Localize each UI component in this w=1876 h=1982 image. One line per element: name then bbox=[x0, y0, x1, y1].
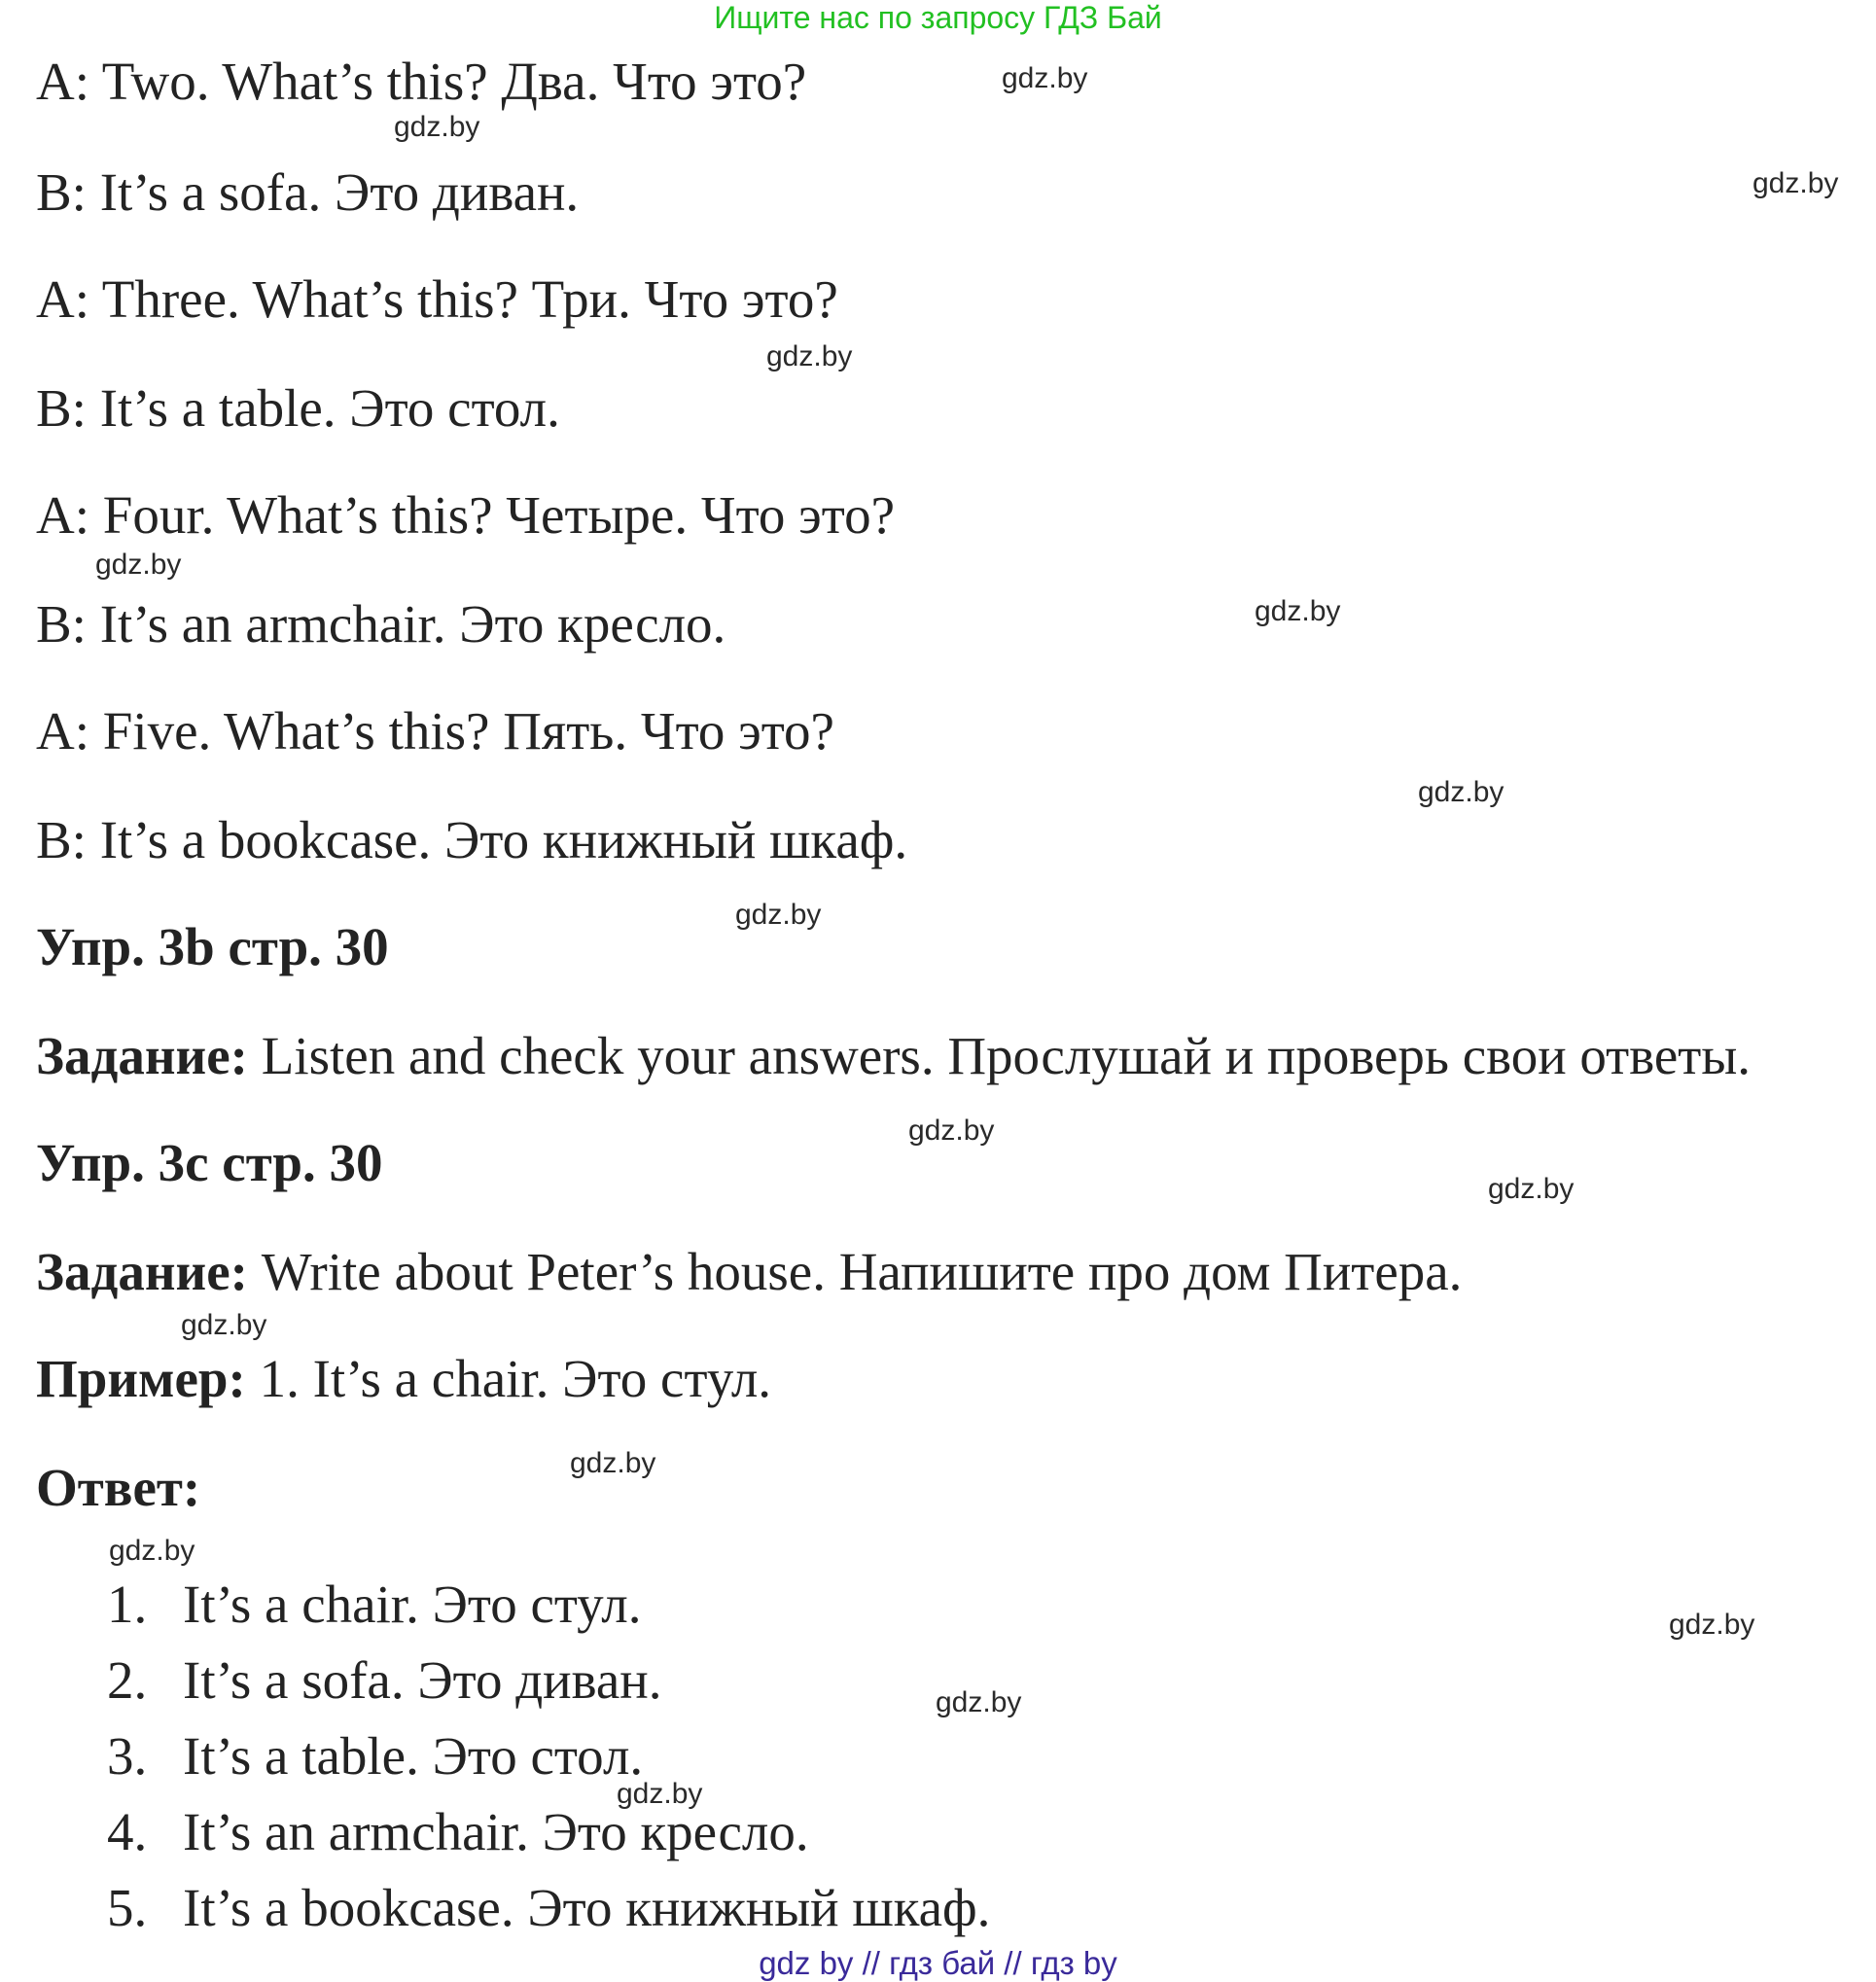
example-text: 1. It’s a chair. Это стул. bbox=[245, 1349, 772, 1408]
task-text: Listen and check your answers. Прослушай и проверь свои ответы. bbox=[247, 1026, 1752, 1085]
watermark: gdz.by bbox=[936, 1686, 1022, 1718]
dialogue-line: B: It’s a sofa. Это диван. bbox=[36, 162, 580, 222]
watermark: gdz.by bbox=[1752, 167, 1839, 199]
watermark: gdz.by bbox=[1669, 1609, 1755, 1641]
dialogue-line: B: It’s a table. Это стол. bbox=[36, 378, 560, 438]
dialogue-line: A: Five. What’s this? Пять. Что это? bbox=[36, 701, 834, 761]
exercise-3c-example bbox=[36, 1348, 771, 1410]
exercise-3c-task bbox=[36, 1241, 1462, 1303]
watermark: gdz.by bbox=[570, 1447, 656, 1479]
watermark: gdz.by bbox=[766, 340, 853, 372]
dialogue-line: B: It’s an armchair. Это кресло. bbox=[36, 594, 726, 654]
watermark: gdz.by bbox=[735, 899, 822, 931]
dialogue-line: B: It’s a bookcase. Это книжный шкаф. bbox=[36, 810, 908, 869]
task-label: Задание: bbox=[36, 1026, 248, 1085]
watermark: gdz.by bbox=[908, 1115, 995, 1147]
example-label: Пример: bbox=[36, 1349, 246, 1408]
watermark: gdz.by bbox=[617, 1778, 703, 1810]
watermark: gdz.by bbox=[1255, 595, 1341, 627]
watermark: gdz.by bbox=[1488, 1173, 1575, 1205]
watermark: gdz.by bbox=[1418, 776, 1504, 808]
dialogue-line: A: Four. What’s this? Четыре. Что это? bbox=[36, 485, 895, 545]
watermark: gdz.by bbox=[109, 1535, 195, 1567]
dialogue-line: A: Three. What’s this? Три. Что это? bbox=[36, 269, 838, 329]
exercise-3b-title: Упр. 3b стр. 30 bbox=[36, 917, 389, 976]
task-label: Задание: bbox=[36, 1242, 248, 1301]
exercise-3c-title: Упр. 3c стр. 30 bbox=[36, 1133, 383, 1192]
answer-item: 4. It’s an armchair. Это кресло. bbox=[107, 1802, 809, 1861]
watermark: gdz.by bbox=[1002, 62, 1088, 94]
footer-links: gdz by // гдз бай // гдз by bbox=[759, 1945, 1117, 1981]
watermark: gdz.by bbox=[181, 1309, 267, 1341]
answer-item: 3. It’s a table. Это стол. bbox=[107, 1726, 644, 1786]
answer-item: 5. It’s a bookcase. Это книжный шкаф. bbox=[107, 1878, 991, 1937]
watermark: gdz.by bbox=[95, 549, 182, 581]
task-text: Write about Peter’s house. Напишите про дом Питера. bbox=[247, 1242, 1463, 1301]
search-hint-header: Ищите нас по запросу ГДЗ Бай bbox=[714, 0, 1162, 35]
answer-item: 2. It’s a sofa. Это диван. bbox=[107, 1650, 662, 1710]
exercise-3b-task bbox=[36, 1025, 1751, 1087]
dialogue-line: A: Two. What’s this? Два. Что это? bbox=[36, 52, 807, 111]
watermark: gdz.by bbox=[394, 111, 480, 143]
answer-item: 1. It’s a chair. Это стул. bbox=[107, 1575, 642, 1634]
answer-heading: Ответ: bbox=[36, 1458, 201, 1517]
